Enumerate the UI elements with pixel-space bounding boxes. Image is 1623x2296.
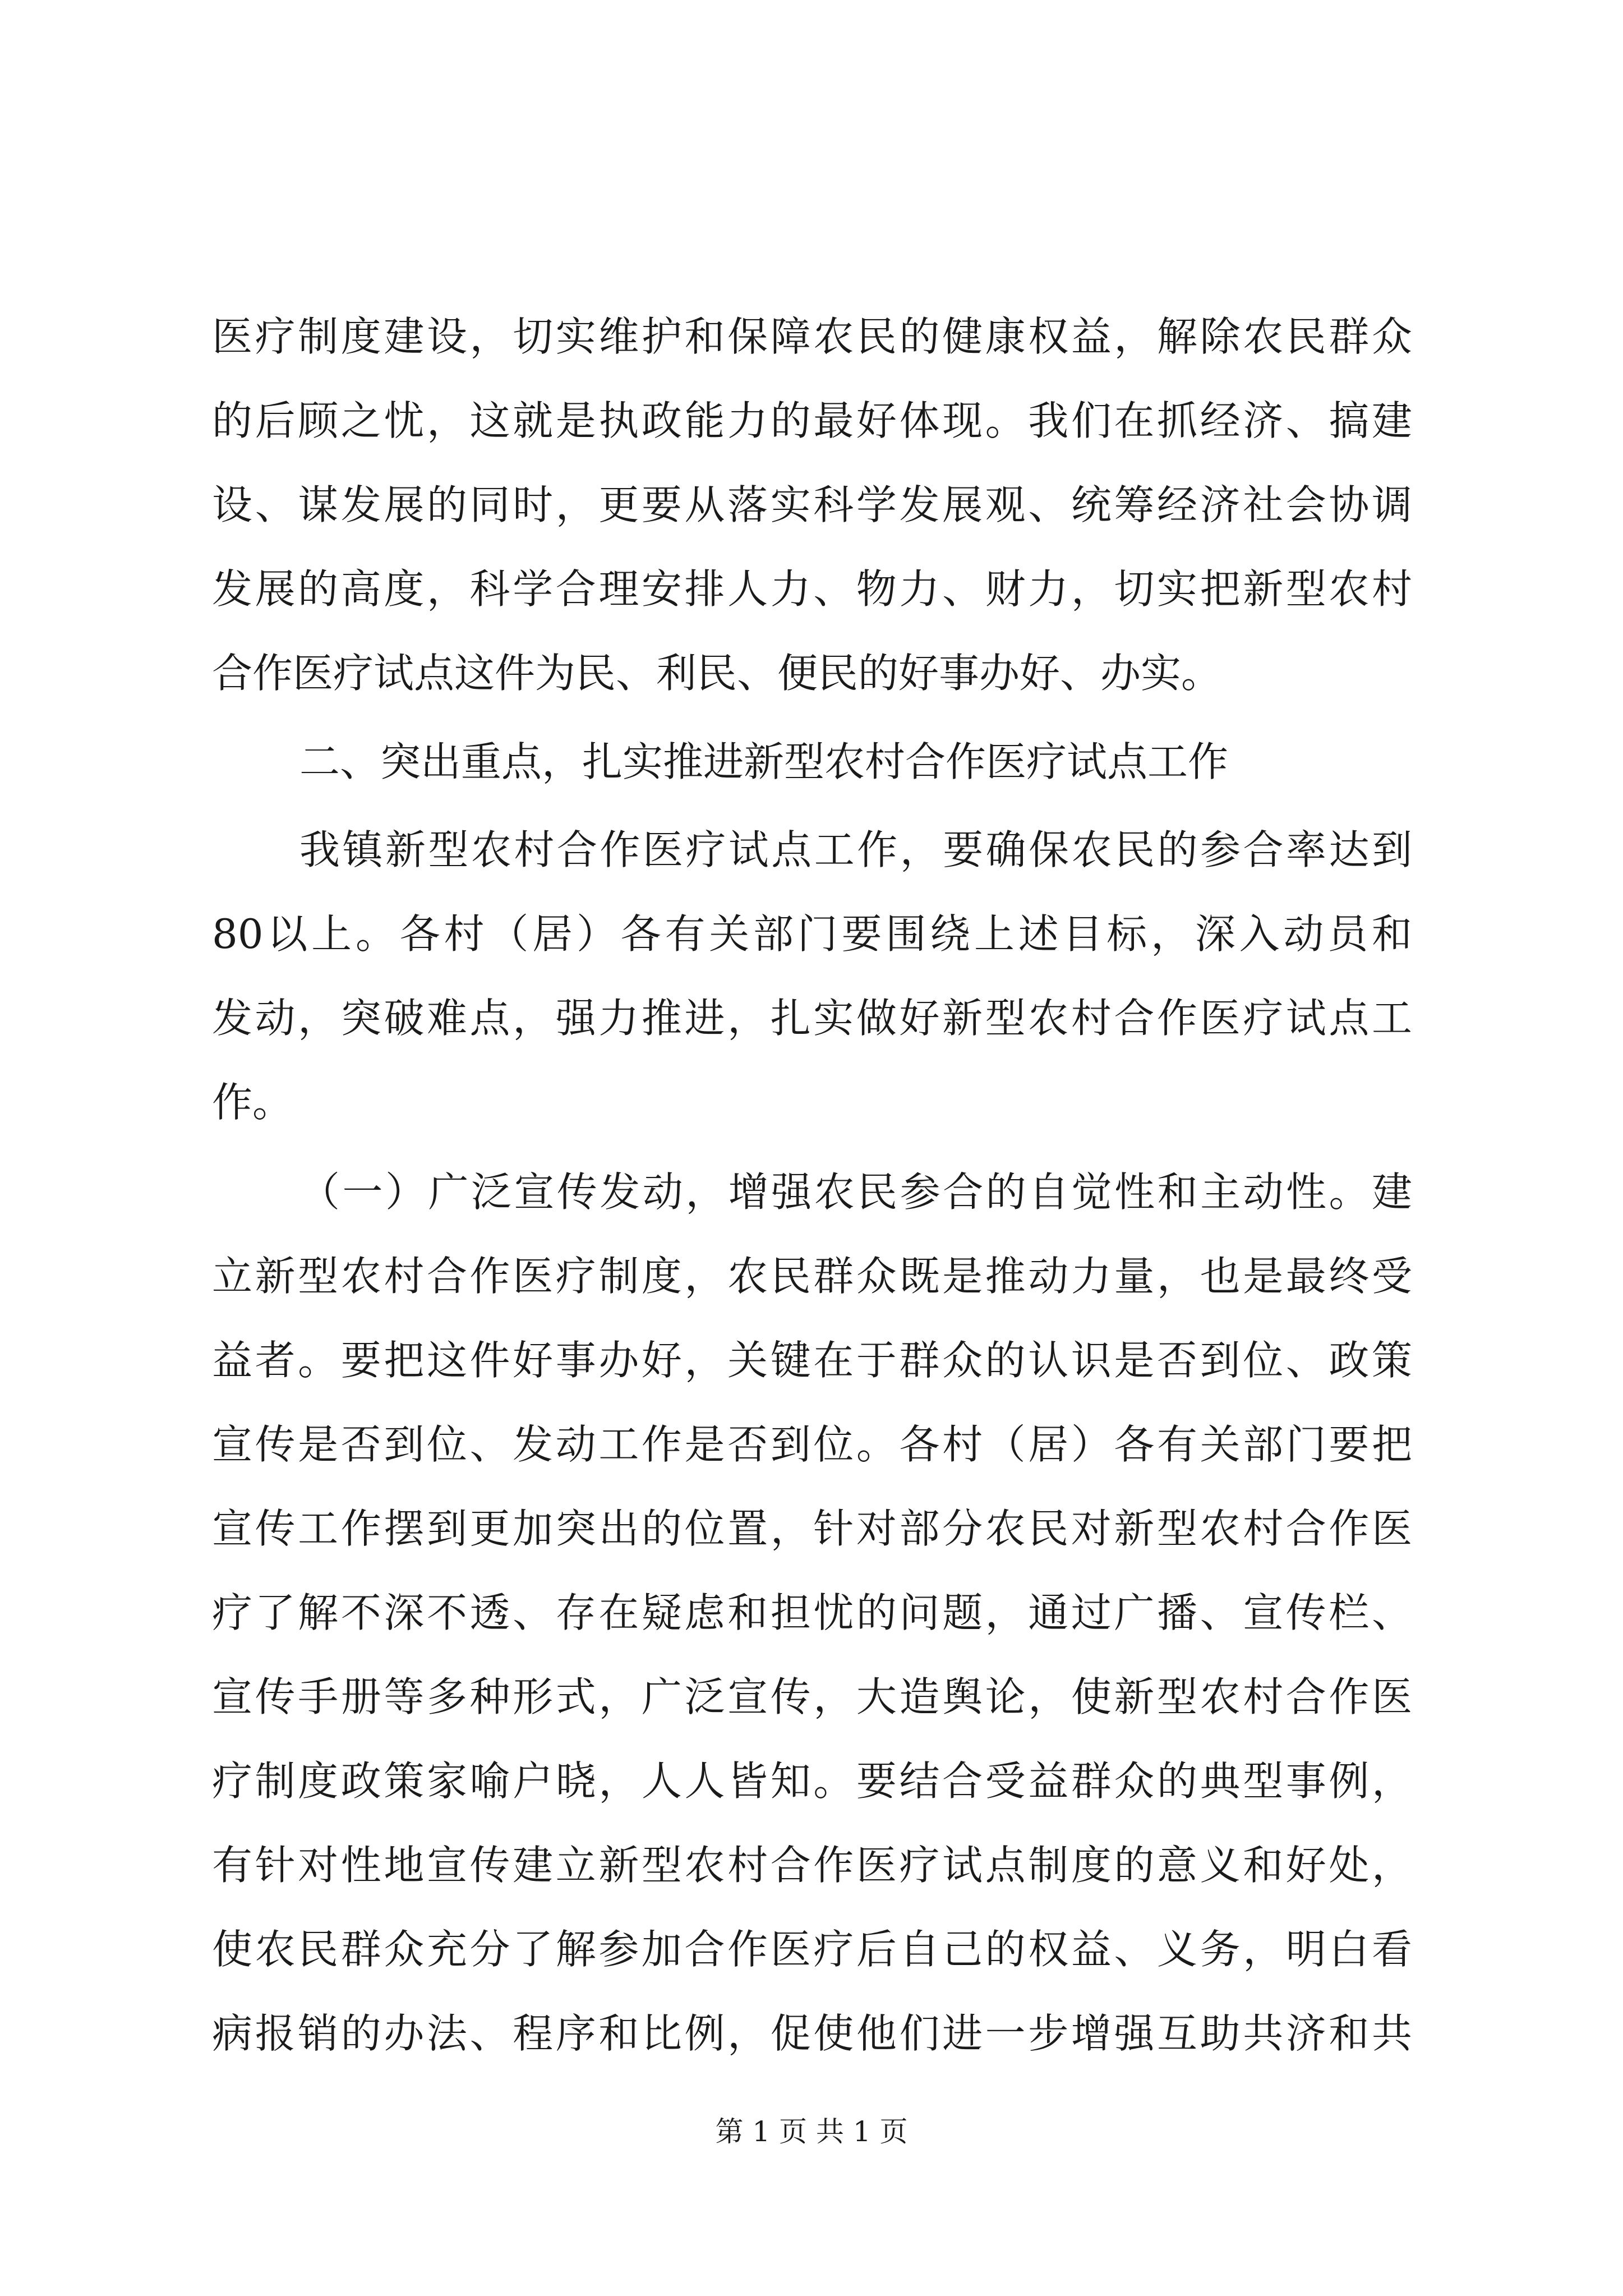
body-text-line: 立新型农村合作医疗制度，农民群众既是推动力量，也是最终受 (212, 1253, 1412, 1300)
body-text-line: 合作医疗试点这件为民、利民、便民的好事办好、办实。 (212, 650, 1222, 697)
body-text-line: 医疗制度建设，切实维护和保障农民的健康权益，解除农民群众 (212, 313, 1412, 360)
page-number-footer: 第 1 页 共 1 页 (715, 2115, 908, 2148)
body-text-line: 益者。要把这件好事办好，关键在于群众的认识是否到位、政策 (212, 1337, 1412, 1384)
body-text-line: 宣传是否到位、发动工作是否到位。各村（居）各有关部门要把 (212, 1421, 1412, 1468)
subsection-lead-line: （一）广泛宣传发动，增强农民参合的自觉性和主动性。建 (299, 1168, 1412, 1216)
body-text-line: 的后顾之忧，这就是执政能力的最好体现。我们在抓经济、搞建 (212, 397, 1412, 444)
body-text-line: 设、谋发展的同时，更要从落实科学发展观、统筹经济社会协调 (212, 481, 1412, 528)
body-text-line: 病报销的办法、程序和比例，促使他们进一步增强互助共济和共 (212, 2010, 1412, 2057)
body-text-line: 宣传工作摆到更加突出的位置，针对部分农民对新型农村合作医 (212, 1505, 1412, 1552)
body-text-line: 疗制度政策家喻户晓，人人皆知。要结合受益群众的典型事例， (212, 1757, 1412, 1805)
body-text-line: 宣传手册等多种形式，广泛宣传，大造舆论，使新型农村合作医 (212, 1673, 1412, 1720)
body-text-line: 使农民群众充分了解参加合作医疗后自己的权益、义务，明白看 (212, 1926, 1412, 1973)
body-text-line: 作。 (212, 1079, 293, 1126)
body-text-line: 发展的高度，科学合理安排人力、物力、财力，切实把新型农村 (212, 565, 1412, 613)
body-text-line: 有针对性地宣传建立新型农村合作医疗试点制度的意义和好处， (212, 1842, 1412, 1889)
body-text-line: 我镇新型农村合作医疗试点工作，要确保农民的参合率达到 (299, 826, 1412, 873)
body-text-line: 疗了解不深不透、存在疑虑和担忧的问题，通过广播、宣传栏、 (212, 1589, 1412, 1636)
section-heading: 二、突出重点，扎实推进新型农村合作医疗试点工作 (299, 738, 1229, 785)
body-text-line: 80以上。各村（居）各有关部门要围绕上述目标，深入动员和 (212, 910, 1412, 958)
body-text-line: 发动，突破难点，强力推进，扎实做好新型农村合作医疗试点工 (212, 995, 1412, 1042)
